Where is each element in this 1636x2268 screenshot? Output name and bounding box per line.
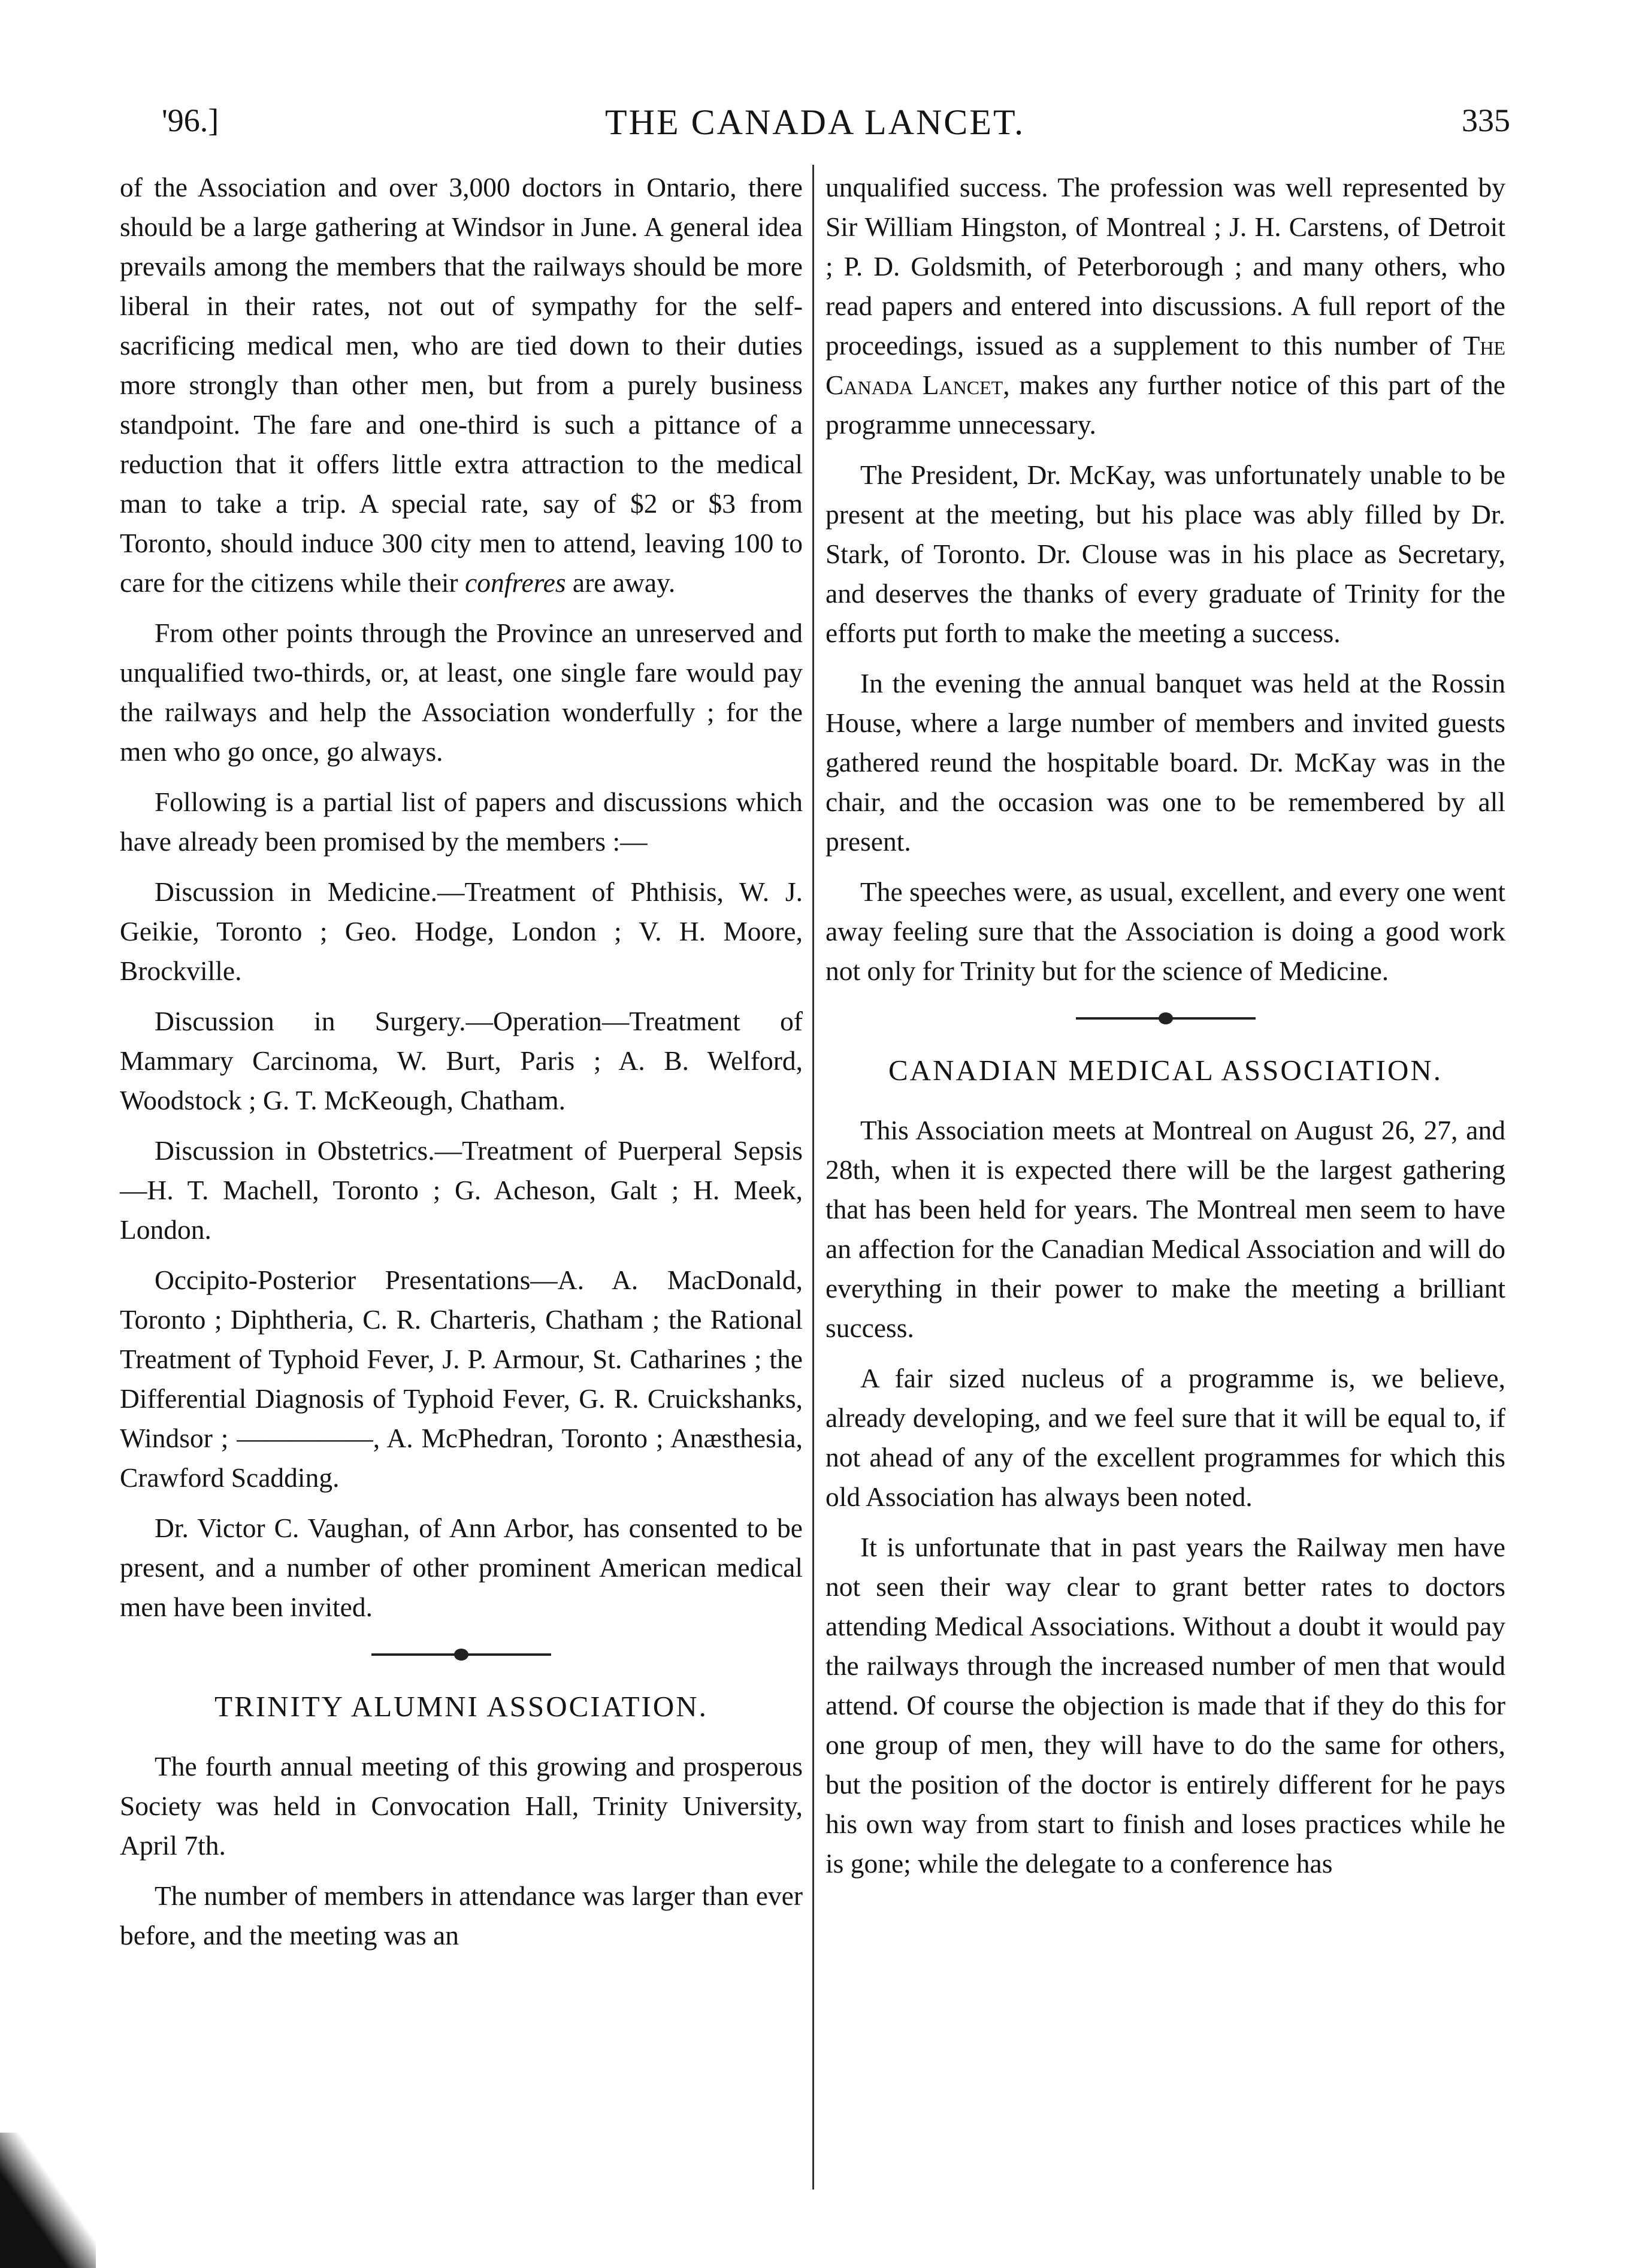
paragraph: In the evening the annual banquet was held at the Rossin House, where a large number of members and invited guests gathered reund the hospitable board. Dr. McKay was in the chair, and the occasion was one to be remembered by all present. [825, 668, 1505, 857]
paragraph: A fair sized nucleus of a programme is, we believe, already developing, and we feel sure that it will be equal to, if not ahead of any of the excellent programmes for which this old Association has always been noted. [825, 1363, 1505, 1512]
section-separator [120, 1645, 803, 1663]
smallcaps-journal-name: The Canada Lancet, [825, 330, 1506, 400]
italic-word: confreres [465, 567, 566, 598]
paragraph: Occipito-Posterior Presentations—A. A. MacDonald, Toronto ; Diphtheria, C. R. Charteris, Chatham ; the Rational Treatment of Typhoid Fever, J. P. Armour, St. Catharines ; the Differential Diagnosis of Typhoid Fever, G. R. Cruickshanks, Windsor ; —————, A. McPhedran, Toronto ; Anæsthesia, Crawford Scadding. [120, 1265, 803, 1493]
scan-corner-shadow [0, 2133, 96, 2268]
left-column [120, 168, 803, 1966]
paragraph: It is unfortunate that in past years the Railway men have not seen their way clear to grant better rates to doctors attending Medical Associations. Without a doubt it would pay the railways through the increased number of men that would attend. Of course the objection is made that if they do this for one group of men, they will have to do the same for others, but the position of the doctor is entirely different for he pays his own way from start to finish and loses practices while he is gone; while the delegate to a conference has [825, 1532, 1505, 1879]
paragraph: Following is a partial list of papers and discussions which have already been promised by the members :— [120, 787, 803, 857]
paragraph: The President, Dr. McKay, was unfortunately unable to be present at the meeting, but his place was ably filled by Dr. Stark, of Toronto. Dr. Clouse was in his place as Secretary, and deserves the thanks of every graduate of Trinity for the efforts put forth to make the meeting a success. [825, 459, 1505, 648]
paragraph: This Association meets at Montreal on August 26, 27, and 28th, when it is expected there will be the largest gathering that has been held for years. The Montreal men seem to have an affection for the Canadian Medical Association and will do everything in their power to make the meeting a brilliant success. [825, 1115, 1505, 1343]
section-heading-trinity: TRINITY ALUMNI ASSOCIATION. [214, 1690, 708, 1723]
paragraph: The speeches were, as usual, excellent, and every one went away feeling sure that the Association is doing a good work not only for Trinity but for the science of Medicine. [825, 876, 1505, 986]
paragraph: Discussion in Surgery.—Operation—Treatment of Mammary Carcinoma, W. Burt, Paris ; A. B. Welford, Woodstock ; G. T. McKeough, Chatham. [120, 1006, 803, 1115]
paragraph: From other points through the Province an unreserved and unqualified two-thirds, or, at least, one single fare would pay the railways and help the Association wonderfully ; for the men who go once, go always. [120, 618, 803, 767]
paragraph: Dr. Victor C. Vaughan, of Ann Arbor, has consented to be present, and a number of other prominent American medical men have been invited. [120, 1513, 803, 1622]
section-separator [825, 1009, 1505, 1027]
paragraph: Discussion in Medicine.—Treatment of Phthisis, W. J. Geikie, Toronto ; Geo. Hodge, London ; V. H. Moore, Brockville. [120, 876, 803, 986]
paragraph: of the Association and over 3,000 doctors in Ontario, there should be a large gathering at Windsor in June. A general idea prevails among the members that the railways should be more liberal in their rates, not out of sympathy for the self-sacrificing medical men, who are tied down to their duties more strongly than other men, but from a purely business standpoint. The fare and one-third is such a pittance of a reduction that it offers little extra attraction to the medical man to take a trip. A special rate, say of $2 or $3 from Toronto, should induce 300 city men to attend, leaving 100 to care for the citizens while their confreres are away. [120, 172, 803, 598]
journal-title: THE CANADA LANCET. [605, 102, 1026, 142]
column-divider [812, 165, 814, 2190]
paragraph: The number of members in attendance was larger than ever before, and the meeting was an [120, 1880, 803, 1951]
paragraph: The fourth annual meeting of this growing and prosperous Society was held in Convocation Hall, Trinity University, April 7th. [120, 1751, 803, 1861]
right-column [825, 168, 1505, 1894]
paragraph: Discussion in Obstetrics.—Treatment of Puerperal Sepsis—H. T. Machell, Toronto ; G. Acheson, Galt ; H. Meek, London. [120, 1135, 803, 1245]
issue-year: '96.] [162, 102, 219, 138]
section-heading-canadian: CANADIAN MEDICAL ASSOCIATION. [888, 1054, 1443, 1087]
paragraph: unqualified success. The profession was well represented by Sir William Hingston, of Montreal ; J. H. Carstens, of Detroit ; P. D. Goldsmith, of Peterborough ; and many others, who read papers and entered into discussions. A full report of the proceedings, issued as a supplement to this number of The Canada Lancet, makes any further notice of this part of the programme unnecessary. [825, 172, 1506, 440]
running-header [0, 0, 1636, 162]
page-number: 335 [1462, 102, 1510, 138]
